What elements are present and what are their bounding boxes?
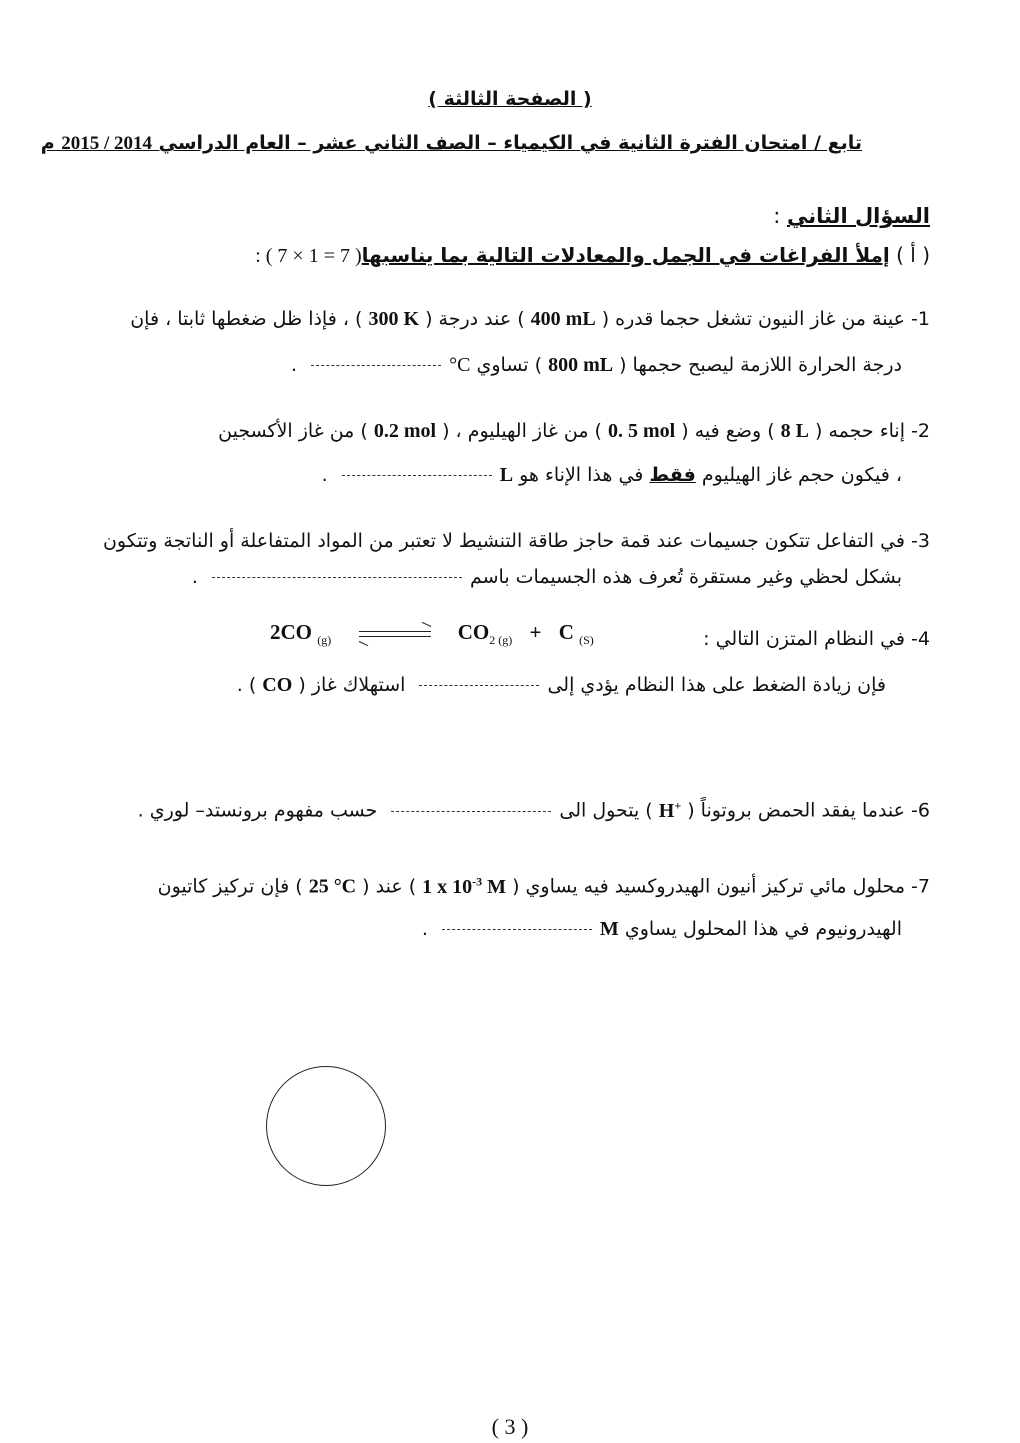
item-7-line-1: [158, 874, 930, 899]
item-2-text-c: ) من غاز الهيليوم ، (: [436, 420, 608, 442]
eq-reactant: 2CO: [270, 620, 312, 644]
item-1-new-volume: 800 mL: [548, 354, 614, 376]
item-7-unit: M: [599, 918, 619, 940]
item-7-text-a: 7- محلول مائي تركيز أنيون الهيدروكسيد فيه يساوي (: [506, 875, 930, 898]
item-1-volume: 400 mL: [530, 308, 596, 330]
eq-product-2: C: [558, 620, 574, 644]
item-3-end: .: [191, 566, 204, 588]
item-4-text-b: استهلاك غاز (: [292, 674, 412, 696]
item-6-text-b: ) يتحول الى: [559, 799, 659, 822]
question-colon: :: [773, 204, 787, 228]
item-6-text-a: 6- عندما يفقد الحمض بروتوناً (: [681, 799, 930, 822]
item-7-text-b: ) عند (: [356, 875, 423, 898]
item-6-line-1: [138, 798, 930, 823]
eq-product-2-state: (S): [579, 633, 594, 648]
item-2-volume: 8 L: [780, 420, 809, 442]
page-label: ( الصفحة الثالثة ): [428, 88, 592, 110]
exam-title-prefix: تابع / امتحان الفترة الثانية في الكيمياء – الصف الثاني عشر – العام الدراسي: [152, 132, 862, 154]
item-2-text-d: ) من غاز الأكسجين: [218, 420, 374, 442]
item-6-text-c: حسب مفهوم برونستد– لوري .: [137, 799, 384, 822]
score-circle: [266, 1066, 386, 1186]
item-1-text-b: ) عند درجة (: [419, 308, 531, 330]
item-7-blank[interactable]: [442, 929, 592, 930]
part-a-label: ( أ ): [889, 243, 930, 267]
item-4-text-a: فإن زيادة الضغط على هذا النظام يؤدي إلى: [547, 674, 886, 696]
item-7-text-c: ) فإن تركيز كاتيون: [157, 875, 309, 898]
item-3-line-1: 3- في التفاعل تتكون جسيمات عند قمة حاجز طاقة التنشيط لا تعتبر من المواد المتفاعلة أو الناتجة وتتكون: [102, 530, 930, 552]
item-4-gas: CO: [262, 674, 293, 696]
item-2-line-2: [322, 464, 902, 487]
item-1-text-d: درجة الحرارة اللازمة ليصبح حجمها (: [613, 354, 902, 376]
eq-reactant-state: (g): [317, 633, 332, 648]
equilibrium-arrow-icon: [359, 629, 431, 639]
item-7-concentration: 1 x $10^{-3}$ M: [422, 874, 507, 898]
item-4-line-2: [237, 674, 886, 697]
item-3-line-2: [192, 566, 902, 588]
item-1-text-a: 1- عينة من غاز النيون تشغل حجما قدره (: [595, 308, 930, 330]
item-2-blank[interactable]: [342, 475, 492, 476]
item-2-text-f: في هذا الإناء هو: [513, 464, 650, 486]
item-2-text-e: ، فيكون حجم غاز الهيليوم: [695, 464, 902, 486]
equilibrium-equation: [270, 620, 594, 648]
item-1-end: .: [291, 354, 304, 376]
item-2-only: فقط: [649, 464, 696, 486]
item-6-blank[interactable]: [391, 811, 551, 812]
eq-product-1-sub: 2 (g): [489, 633, 513, 648]
question-title: السؤال الثاني: [786, 204, 930, 228]
item-1-unit: °C: [449, 354, 471, 376]
question-heading: [773, 204, 930, 228]
item-3-blank[interactable]: [212, 577, 462, 578]
eq-plus: +: [529, 620, 542, 644]
item-4-line-1: 4- في النظام المتزن التالي :: [703, 628, 930, 650]
item-6-proton: H+: [658, 798, 682, 822]
exam-year: 2015 / 2014: [61, 133, 153, 154]
item-4-text-c: ) .: [236, 674, 263, 696]
item-1-temperature: 300 K: [368, 308, 420, 330]
exam-title: [41, 132, 862, 155]
part-a-text: إملأ الفراغات في الجمل والمعادلات التالية بما يناسبها: [361, 243, 890, 267]
part-a-instruction: [250, 243, 930, 268]
eq-product-1: CO: [457, 620, 490, 644]
item-1-line-2: [291, 354, 902, 377]
item-7-text-d: الهيدرونيوم في هذا المحلول يساوي: [618, 918, 902, 940]
item-4-blank[interactable]: [419, 685, 539, 686]
item-7-temperature: 25 °C: [308, 875, 357, 898]
item-1-text-c: ) ، فإذا ظل ضغطها ثابتا ، فإن: [130, 308, 369, 330]
item-7-end: .: [421, 918, 434, 940]
item-2-text-b: ) وضع فيه (: [675, 420, 781, 442]
item-1-text-e: ) تساوي: [470, 354, 549, 376]
item-1-blank[interactable]: [311, 365, 441, 366]
part-a-score: : ( 7 × 1 = 7 ): [250, 245, 362, 267]
item-1-line-1: [130, 308, 930, 331]
item-2-helium-mol: 0. 5 mol: [607, 420, 676, 442]
item-2-oxygen-mol: 0.2 mol: [373, 420, 437, 442]
item-7-line-2: [422, 918, 902, 941]
exam-title-suffix: م: [40, 132, 62, 154]
item-2-unit: L: [499, 464, 514, 486]
item-3-text: بشكل لحظي وغير مستقرة تُعرف هذه الجسيمات باسم: [469, 566, 902, 588]
item-2-line-1: [218, 420, 930, 443]
item-2-end: .: [321, 464, 334, 486]
page-number: ( 3 ): [491, 1414, 529, 1439]
item-2-text-a: 2- إناء حجمه (: [809, 420, 930, 442]
